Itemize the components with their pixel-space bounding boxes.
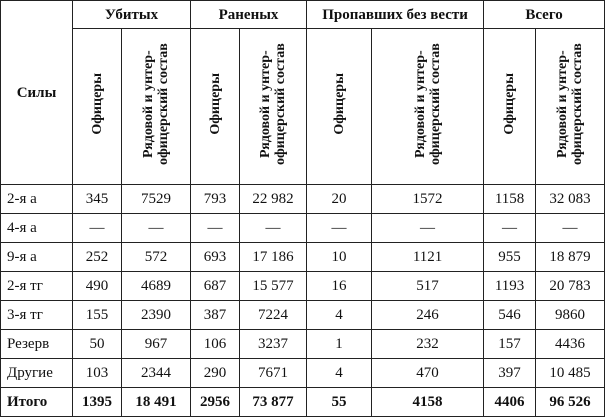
killed-rank-cell: 7529 (122, 185, 191, 214)
wounded-officers-header (191, 29, 240, 185)
missing-rank-cell: 470 (372, 359, 484, 388)
killed-rank-cell: 2390 (122, 301, 191, 330)
killed-officers-header (73, 29, 122, 185)
missing-officers-cell: 1 (307, 330, 372, 359)
wounded-group-header: Раненых (191, 1, 307, 29)
missing-officers-cell: — (307, 214, 372, 243)
wounded-rank-cell: 7224 (240, 301, 307, 330)
total-rank-cell: 9860 (536, 301, 605, 330)
total-wounded-rank-cell: 73 877 (240, 388, 307, 417)
wounded-rank-cell: 7671 (240, 359, 307, 388)
missing-officers-cell: 20 (307, 185, 372, 214)
missing-rank-label: Рядовой и унтер-офицерский состав (412, 43, 443, 165)
missing-rank-cell: 246 (372, 301, 484, 330)
total-officers-header (484, 29, 536, 185)
wounded-officers-cell: 290 (191, 359, 240, 388)
total-officers-cell: 397 (484, 359, 536, 388)
killed-rank-cell: 4689 (122, 272, 191, 301)
total-officers-cell: 1193 (484, 272, 536, 301)
total-rank-cell: 18 879 (536, 243, 605, 272)
total-row (1, 388, 605, 417)
total-officers-cell: 955 (484, 243, 536, 272)
total-officers-label: Офицеры (502, 73, 518, 135)
killed-rank-cell: — (122, 214, 191, 243)
total-rank-cell: 32 083 (536, 185, 605, 214)
killed-officers-cell: 345 (73, 185, 122, 214)
missing-rank-cell: 1121 (372, 243, 484, 272)
force-name-cell: 2-я а (1, 185, 73, 214)
killed-officers-cell: 155 (73, 301, 122, 330)
wounded-officers-cell: 793 (191, 185, 240, 214)
force-name-cell: Резерв (1, 330, 73, 359)
total-rank-header (536, 29, 605, 185)
total-killed-officers-cell: 1395 (73, 388, 122, 417)
killed-officers-cell: — (73, 214, 122, 243)
wounded-rank-cell: 15 577 (240, 272, 307, 301)
total-total-rank-cell: 96 526 (536, 388, 605, 417)
missing-rank-header (372, 29, 484, 185)
total-label-cell: Итого (1, 388, 73, 417)
missing-group-header: Пропавших без вести (307, 1, 484, 29)
missing-officers-cell: 10 (307, 243, 372, 272)
missing-rank-cell: — (372, 214, 484, 243)
total-group-header: Всего (484, 1, 605, 29)
total-total-officers-cell: 4406 (484, 388, 536, 417)
total-rank-label: Рядовой и унтер-офицерский состав (555, 43, 586, 165)
killed-rank-header (122, 29, 191, 185)
total-rank-cell: 20 783 (536, 272, 605, 301)
killed-rank-cell: 967 (122, 330, 191, 359)
total-officers-cell: 1158 (484, 185, 536, 214)
force-name-cell: 3-я тг (1, 301, 73, 330)
wounded-officers-cell: — (191, 214, 240, 243)
table-row (1, 359, 605, 388)
killed-rank-label: Рядовой и унтер-офицерский состав (141, 43, 171, 165)
total-rank-cell: 10 485 (536, 359, 605, 388)
table-row (1, 272, 605, 301)
wounded-rank-cell: 22 982 (240, 185, 307, 214)
force-name-cell: 2-я тг (1, 272, 73, 301)
wounded-officers-cell: 693 (191, 243, 240, 272)
group-header-row (1, 1, 605, 29)
force-name-cell: 9-я а (1, 243, 73, 272)
table-row (1, 330, 605, 359)
missing-officers-cell: 16 (307, 272, 372, 301)
wounded-rank-cell: — (240, 214, 307, 243)
wounded-officers-label: Офицеры (207, 73, 223, 135)
wounded-officers-cell: 106 (191, 330, 240, 359)
killed-officers-cell: 50 (73, 330, 122, 359)
killed-officers-cell: 490 (73, 272, 122, 301)
total-killed-rank-cell: 18 491 (122, 388, 191, 417)
missing-rank-cell: 232 (372, 330, 484, 359)
missing-rank-cell: 517 (372, 272, 484, 301)
wounded-rank-label: Рядовой и унтер-офицерский состав (258, 43, 289, 165)
killed-officers-cell: 252 (73, 243, 122, 272)
table-row (1, 301, 605, 330)
forces-column-header: Силы (1, 1, 73, 185)
killed-officers-label: Офицеры (89, 73, 105, 135)
force-name-cell: Другие (1, 359, 73, 388)
wounded-rank-cell: 17 186 (240, 243, 307, 272)
total-officers-cell: 157 (484, 330, 536, 359)
killed-group-header: Убитых (73, 1, 191, 29)
killed-officers-cell: 103 (73, 359, 122, 388)
total-officers-cell: 546 (484, 301, 536, 330)
missing-officers-cell: 4 (307, 359, 372, 388)
missing-rank-cell: 1572 (372, 185, 484, 214)
wounded-rank-cell: 3237 (240, 330, 307, 359)
missing-officers-label: Офицеры (331, 73, 347, 135)
wounded-officers-cell: 387 (191, 301, 240, 330)
subheader-row (1, 29, 605, 185)
wounded-rank-header (240, 29, 307, 185)
total-wounded-officers-cell: 2956 (191, 388, 240, 417)
total-officers-cell: — (484, 214, 536, 243)
table-row (1, 243, 605, 272)
total-missing-officers-cell: 55 (307, 388, 372, 417)
missing-officers-cell: 4 (307, 301, 372, 330)
total-rank-cell: 4436 (536, 330, 605, 359)
killed-rank-cell: 572 (122, 243, 191, 272)
table-row (1, 185, 605, 214)
table-row (1, 214, 605, 243)
missing-officers-header (307, 29, 372, 185)
total-missing-rank-cell: 4158 (372, 388, 484, 417)
force-name-cell: 4-я а (1, 214, 73, 243)
killed-rank-cell: 2344 (122, 359, 191, 388)
wounded-officers-cell: 687 (191, 272, 240, 301)
total-rank-cell: — (536, 214, 605, 243)
